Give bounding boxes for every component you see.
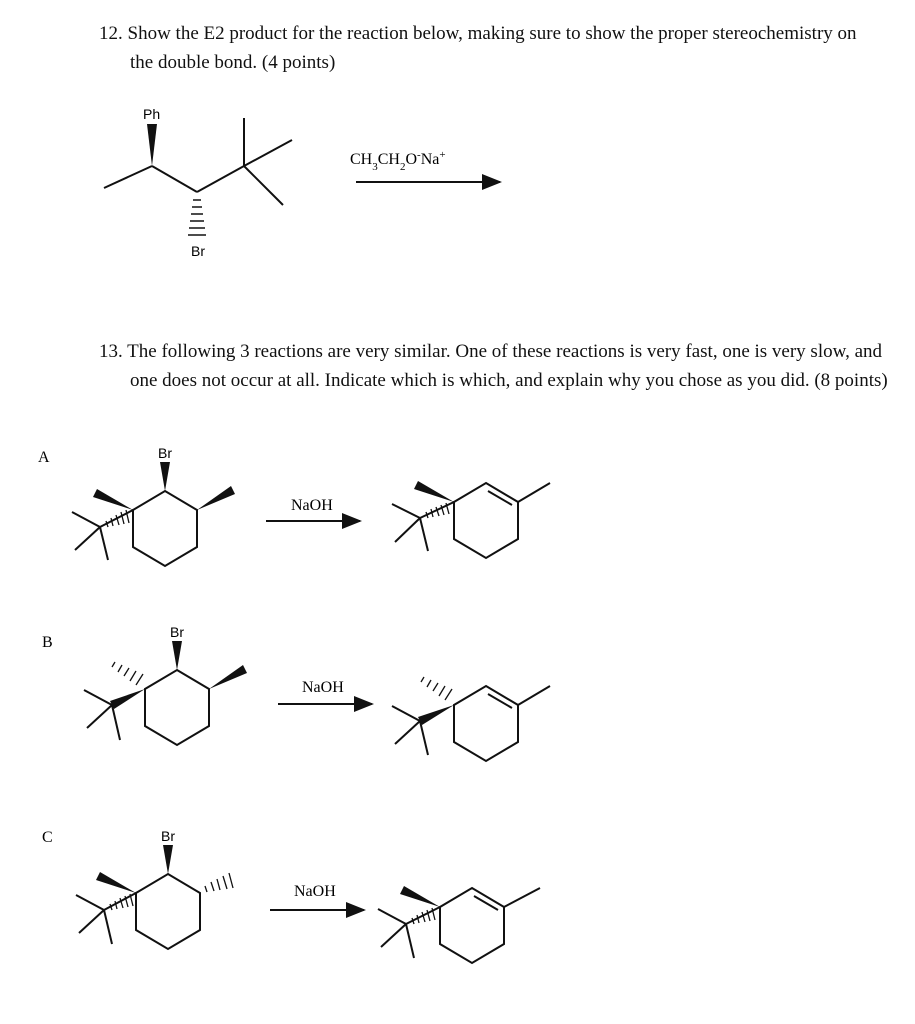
reaction-b-hash [112, 662, 143, 685]
reaction-b-product [392, 686, 550, 761]
reaction-c-product-wedge [400, 886, 440, 907]
reaction-b-reactant [84, 670, 209, 745]
reaction-c-hash-methyl [205, 873, 233, 892]
reaction-c-wedge-left [96, 872, 136, 893]
reaction-c-product [378, 888, 540, 963]
reaction-c-br-label: Br [161, 828, 175, 844]
question-12-body: Show the E2 product for the reaction below, making sure to show the proper stereochemistry on the double bond. (4 points) [127, 23, 857, 73]
reaction-a-reactant [72, 491, 197, 566]
question-12-number: 12. [99, 23, 123, 44]
reaction-c-reactant [76, 874, 200, 949]
q12-br-hash [188, 200, 206, 235]
reaction-a-product-wedge [414, 481, 454, 502]
reaction-a-product [392, 483, 550, 558]
reaction-c-br-wedge [163, 845, 173, 874]
question-13-number: 13. [99, 341, 123, 362]
q12-structure [104, 118, 292, 205]
reaction-b-br-label: Br [170, 624, 184, 640]
reaction-a-hash [106, 510, 129, 527]
reaction-a-br-label: Br [158, 445, 172, 461]
reaction-a-reagent: NaOH [291, 497, 333, 514]
question-13-body: The following 3 reactions are very similar. One of these reactions is very fast, one is very slow, and one does not occur at all. Indicate which is which, and explain why you chose as you did. (8 points) [127, 341, 888, 391]
reaction-b-tbu-wedge [110, 689, 145, 709]
q12-br-label: Br [191, 243, 205, 259]
reaction-c-label: C [42, 829, 53, 846]
q12-ph-label: Ph [143, 106, 161, 122]
reaction-b-product-hash [421, 677, 452, 700]
q12-ph-wedge [147, 124, 157, 166]
reaction-a-label: A [38, 449, 50, 466]
reaction-b-reagent: NaOH [302, 679, 344, 696]
reaction-b-br-wedge [172, 641, 182, 670]
reaction-b-label: B [42, 634, 53, 651]
reaction-b-methyl-wedge [209, 665, 247, 689]
reaction-b-product-wedge [418, 705, 454, 725]
q12-reagent: $CH_3CH_2O^-Na^+$ [350, 149, 446, 173]
reaction-a-methyl-wedge [197, 486, 235, 510]
reaction-a-wedge-left [93, 489, 133, 510]
reaction-a-br-wedge [160, 462, 170, 491]
reaction-c-reagent: NaOH [294, 883, 336, 900]
